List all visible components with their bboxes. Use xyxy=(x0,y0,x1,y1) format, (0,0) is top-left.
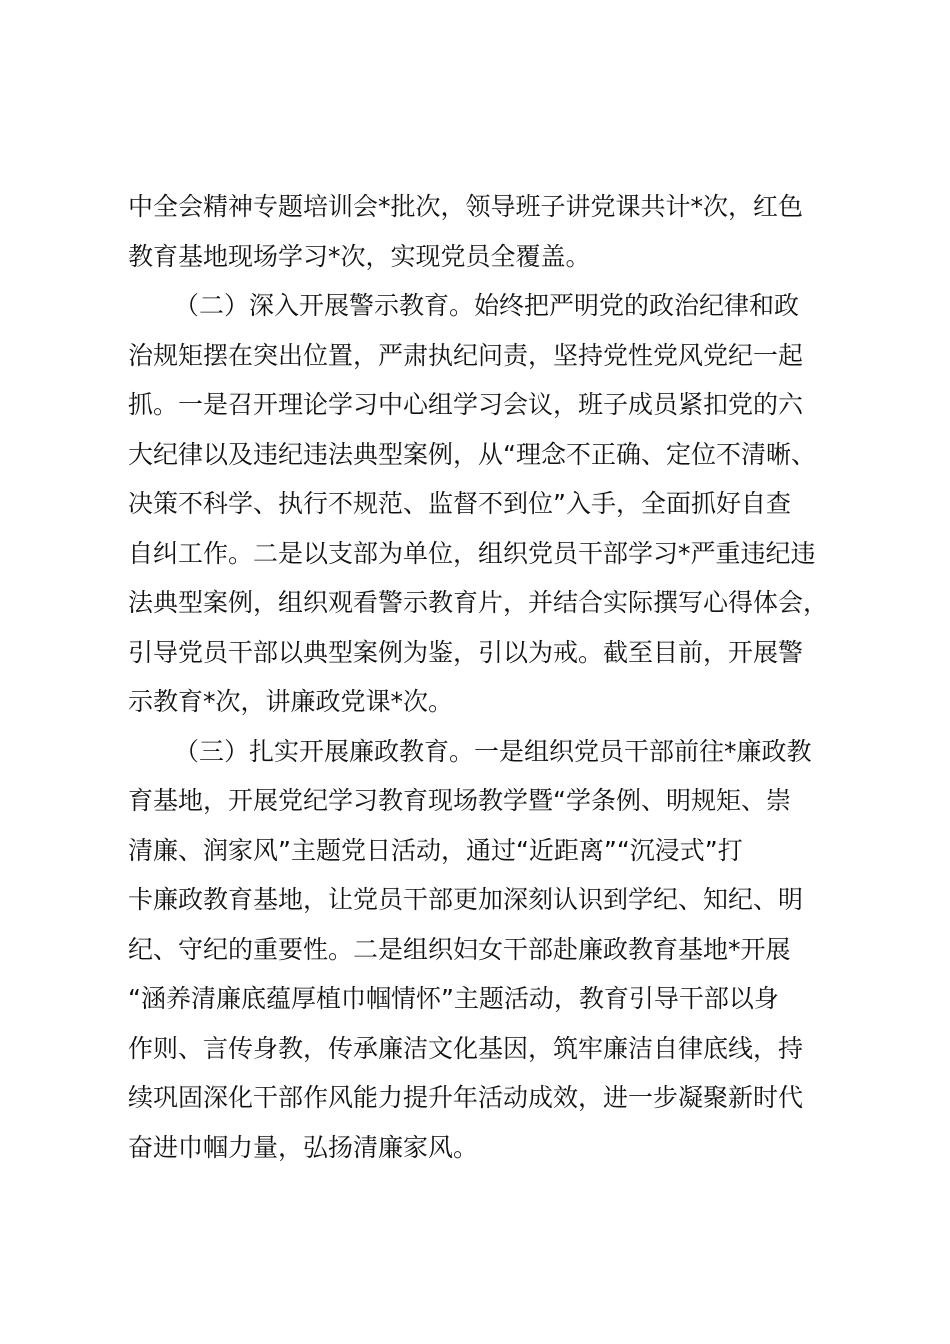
text-line: （三）扎实开展廉政教育。一是组织党员干部前往*廉政教 xyxy=(174,736,812,766)
text-line: 续巩固深化干部作风能力提升年活动成效，进一步凝聚新时代 xyxy=(128,1083,804,1112)
text-line: 纪、守纪的重要性。二是组织妇女干部赴廉政教育基地*开展 xyxy=(128,934,791,964)
text-line: 卡廉政教育基地，让党员干部更加深刻认识到学纪、知纪、明 xyxy=(128,885,804,914)
text-line: 自纠工作。二是以支部为单位，组织党员干部学习*严重违纪违 xyxy=(128,538,816,568)
text-line: （二）深入开展警示教育。始终把严明党的政治纪律和政 xyxy=(174,291,800,320)
text-line: 育基地，开展党纪学习教育现场教学暨“学条例、明规矩、崇 xyxy=(128,786,791,815)
text-line: 清廉、润家风”主题党日活动，通过“近距离”“沉浸式”打 xyxy=(128,835,743,865)
text-line: 治规矩摆在突出位置，严肃执纪问责，坚持党性党风党纪一起 xyxy=(128,340,804,370)
text-line: 教育基地现场学习*次，实现党员全覆盖。 xyxy=(128,241,591,271)
document-body xyxy=(128,182,848,1172)
text-line: 奋进巾帼力量，弘扬清廉家风。 xyxy=(128,1132,479,1162)
text-line: 示教育*次，讲廉政党课*次。 xyxy=(128,687,454,716)
text-line: 大纪律以及违纪违法典型案例，从“理念不正确、定位不清晰、 xyxy=(128,439,816,469)
text-line: 抓。一是召开理论学习中心组学习会议，班子成员紧扣党的六 xyxy=(128,390,804,419)
text-line: 中全会精神专题培训会*批次，领导班子讲党课共计*次，红色 xyxy=(128,192,804,221)
text-line: 引导党员干部以典型案例为鉴，引以为戒。截至目前，开展警 xyxy=(128,637,804,667)
text-line: 法典型案例，组织观看警示教育片，并结合实际撰写心得体会， xyxy=(128,588,829,617)
text-line: 作则、言传身教，传承廉洁文化基因，筑牢廉洁自律底线，持 xyxy=(128,1033,804,1063)
text-line: 决策不科学、执行不规范、监督不到位”入手，全面抓好自查 xyxy=(128,489,791,518)
text-line: “涵养清廉底蕴厚植巾帼情怀”主题活动，教育引导干部以身 xyxy=(128,984,779,1013)
